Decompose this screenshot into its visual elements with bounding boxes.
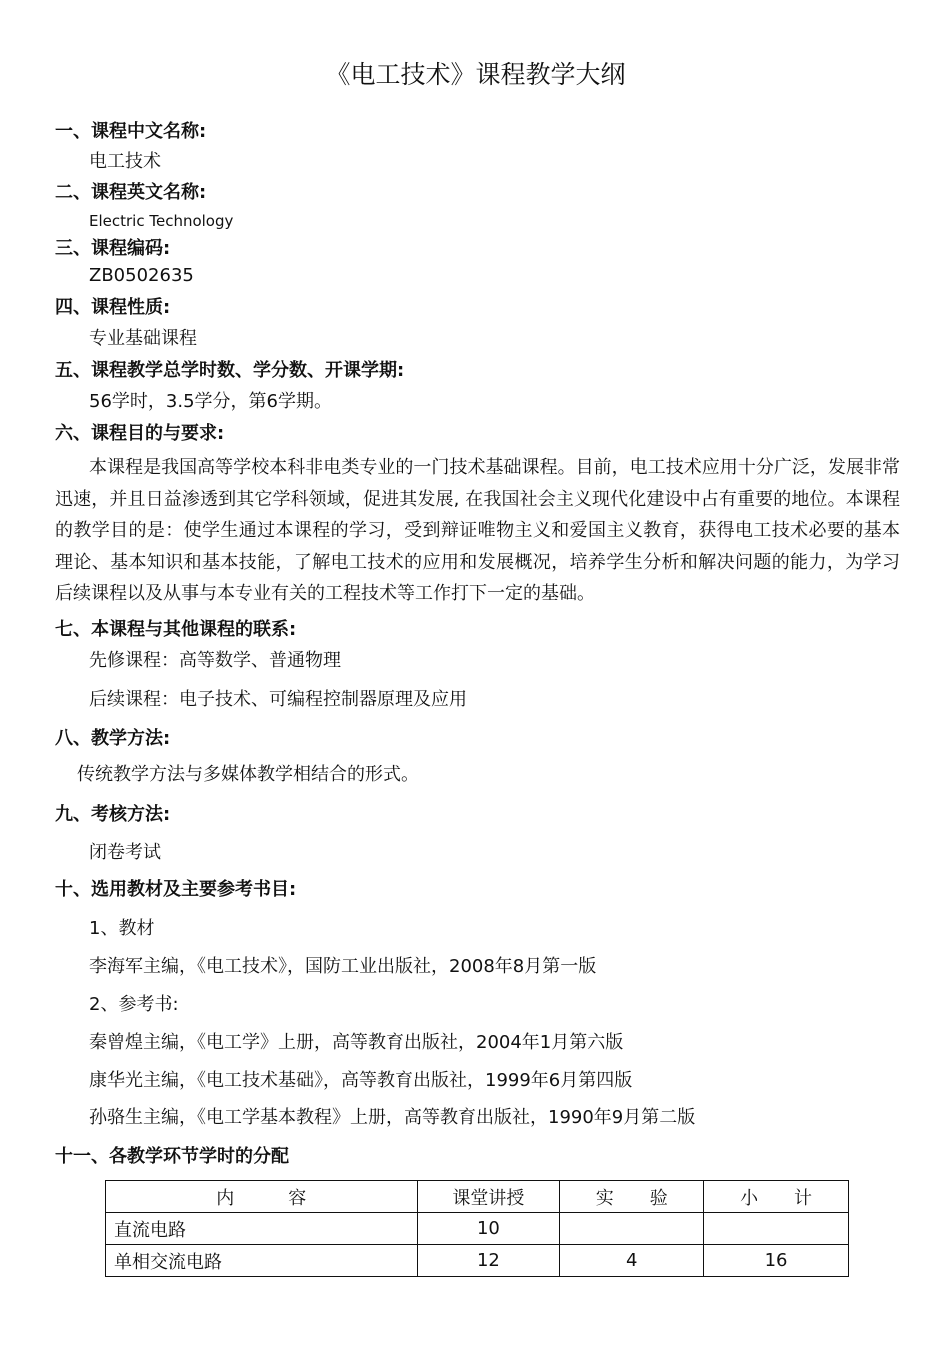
- section-8-heading: 八、教学方法:: [55, 728, 171, 749]
- reference-entry-3: 孙骆生主编，《电工学基本教程》上册，高等教育出版社，1990年9月第二版: [89, 1107, 696, 1128]
- assessment-method: 闭卷考试: [89, 842, 161, 863]
- section-2-heading: 二、课程英文名称:: [55, 182, 207, 203]
- reference-entry-1: 秦曾煌主编，《电工学》上册，高等教育出版社，2004年1月第六版: [89, 1032, 624, 1053]
- teaching-method: 传统教学方法与多媒体教学相结合的形式。: [77, 764, 419, 785]
- row-subtotal: 16: [704, 1245, 849, 1277]
- row-lecture-hours: 10: [417, 1213, 560, 1245]
- course-objectives-paragraph: 本课程是我国高等学校本科非电类专业的一门技术基础课程。目前，电工技术应用十分广泛，发展非常迅速，并且日益渗透到其它学科领域，促进其发展, 在我国社会主义现代化建设中占有重要的地位。本课程的教学目的是：使学生通过本课程的学习，受到辩证唯物主义和爱国主义教育，获得电工技术必要的基本理论、基本知识和基本技能，了解电工技术的应用和发展概况，培养学生分析和解决问题的能力，为学习后续课程以及从事与本专业有关的工程技术等工作打下一定的基础。: [55, 457, 900, 605]
- section-4-heading: 四、课程性质:: [55, 297, 171, 318]
- table-header-row: [106, 1181, 849, 1213]
- header-experiment: 实 验: [560, 1181, 704, 1213]
- section-5-heading: 五、课程教学总学时数、学分数、开课学期:: [55, 360, 405, 381]
- references-label: 2、参考书:: [89, 994, 179, 1015]
- header-content: 内 容: [106, 1181, 418, 1213]
- section-11-heading: 十一、各教学环节学时的分配: [55, 1146, 289, 1167]
- row-experiment-hours: [560, 1213, 704, 1245]
- section-6-heading: 六、课程目的与要求:: [55, 423, 225, 444]
- row-content: 直流电路: [106, 1213, 418, 1245]
- header-lecture: 课堂讲授: [417, 1181, 560, 1213]
- textbook-entry: 李海军主编，《电工技术》，国防工业出版社，2008年8月第一版: [89, 956, 597, 977]
- prerequisite-courses: 先修课程：高等数学、普通物理: [89, 650, 341, 671]
- row-subtotal: [704, 1213, 849, 1245]
- table-row: [106, 1245, 849, 1277]
- section-3-heading: 三、课程编码:: [55, 238, 171, 259]
- section-7-heading: 七、本课程与其他课程的联系:: [55, 619, 297, 640]
- course-chinese-name: 电工技术: [89, 151, 161, 172]
- header-subtotal: 小 计: [704, 1181, 849, 1213]
- document-title: 《电工技术》课程教学大纲: [325, 60, 626, 89]
- section-1-heading: 一、课程中文名称:: [55, 121, 207, 142]
- section-10-heading: 十、选用教材及主要参考书目:: [55, 879, 297, 900]
- table-row: [106, 1213, 849, 1245]
- course-hours-credits: 56学时，3.5学分，第6学期。: [89, 391, 332, 412]
- row-content: 单相交流电路: [106, 1245, 418, 1277]
- reference-entry-2: 康华光主编，《电工技术基础》，高等教育出版社，1999年6月第四版: [89, 1070, 633, 1091]
- row-experiment-hours: 4: [560, 1245, 704, 1277]
- row-lecture-hours: 12: [417, 1245, 560, 1277]
- textbook-label: 1、教材: [89, 918, 155, 939]
- subsequent-courses: 后续课程：电子技术、可编程控制器原理及应用: [89, 689, 467, 710]
- section-9-heading: 九、考核方法:: [55, 804, 171, 825]
- course-code: ZB0502635: [89, 265, 194, 286]
- course-english-name: Electric Technology: [89, 212, 234, 230]
- course-nature: 专业基础课程: [89, 328, 197, 349]
- hours-allocation-table: [105, 1180, 849, 1277]
